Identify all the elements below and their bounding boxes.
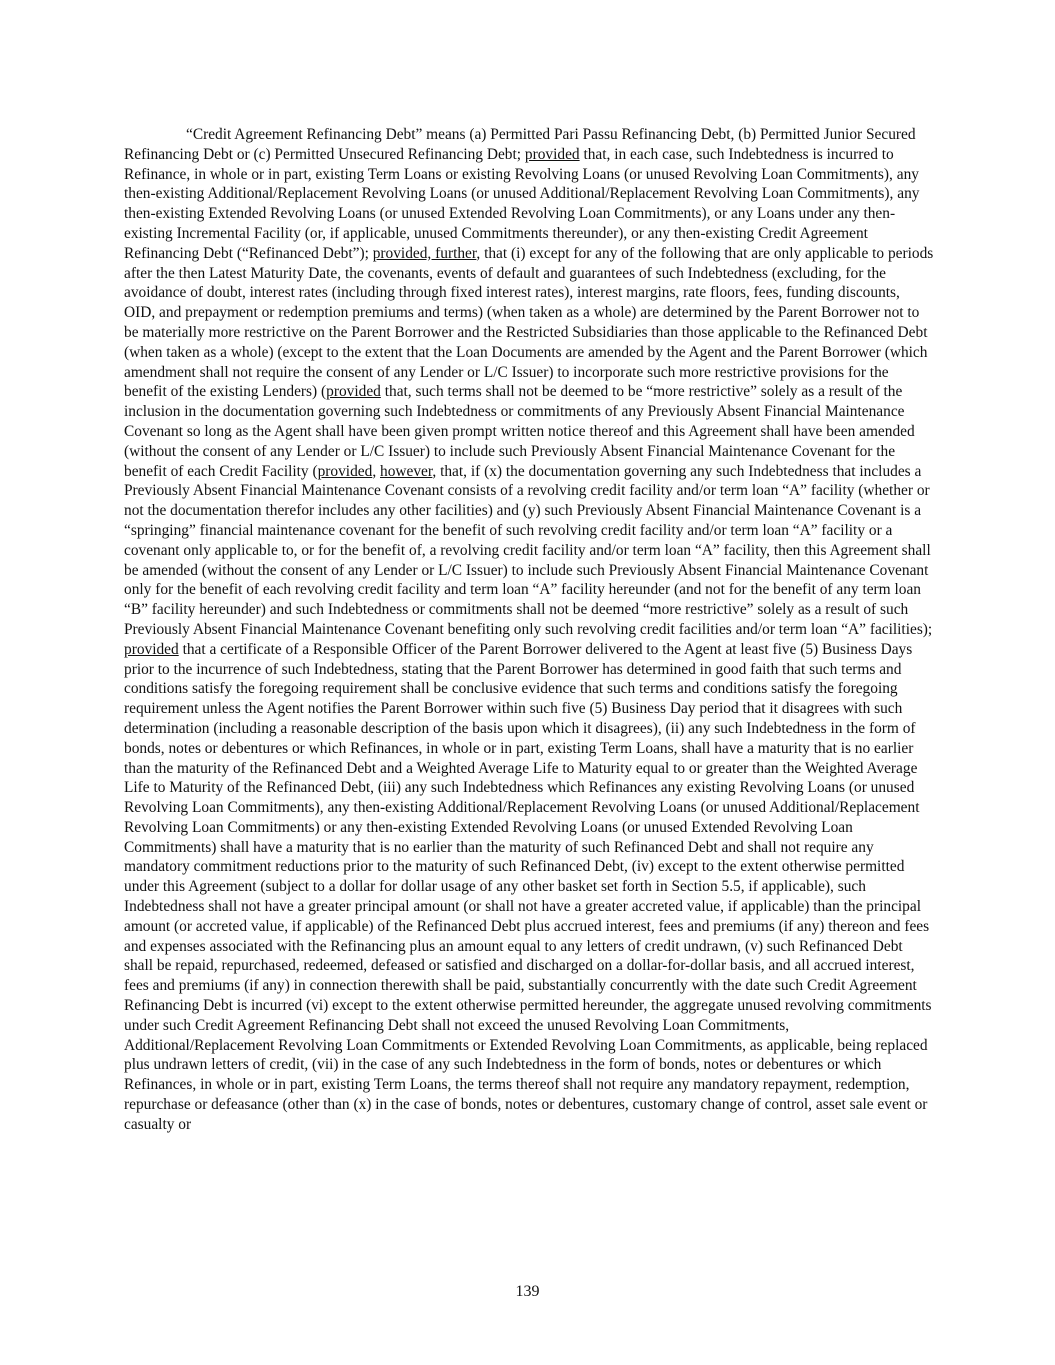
underlined-term-provided: provided bbox=[524, 145, 580, 163]
text-segment: “Credit Agreement Refinancing Debt” means (a) Permitted Pari Passu Refinancing Debt, (b) Permitted Junior Secured Refinancing Debt or (c) Permitted Unsecured Refinancing Debt; bbox=[124, 126, 916, 163]
text-segment: , bbox=[372, 462, 381, 480]
credit-agreement-refinancing-debt-definition bbox=[124, 125, 934, 1135]
text-segment: that, in each case, such Indebtedness is incurred to Refinance, in whole or in part, existing Term Loans or existing Revolving Loans (or unused Revolving Loan Commitments), any then-existing Additional/Replacement Revolving Loans (or unused Additional/Replacement Revolving Loan Commitments), any then-existing Extended Revolving Loans (or unused Extended Revolving Loan Commitments), or any Loans under any then-existing Incremental Facility (or, if applicable, unused Commitments thereunder), or any then-existing Credit Agreement Refinancing Debt (“Refinanced Debt”); bbox=[124, 145, 920, 262]
underlined-term-provided: provided bbox=[124, 640, 179, 658]
document-body bbox=[124, 125, 934, 1135]
text-segment: , that (i) except for any of the following that are only applicable to periods after the then Latest Maturity Date, the covenants, events of default and guarantees of such Indebtedness (excluding, for the avoidance of doubt, interest rates (including through fixed interest rates), interest margins, rate floors, fees, funding discounts, OID, and prepayment or redemption premiums and terms) (when taken as a whole) are determined by the Parent Borrower not to be materially more restrictive on the Parent Borrower and the Restricted Subsidiaries than those applicable to the Refinanced Debt (when taken as a whole) (except to the extent that the Loan Documents are amended by the Agent and the Parent Borrower (which amendment shall not require the consent of any Lender or L/C Issuer) to incorporate such more restrictive provisions for the benefit of the existing Lenders) ( bbox=[124, 244, 934, 401]
page-number: 139 bbox=[515, 1283, 540, 1300]
text-segment: that a certificate of a Responsible Officer of the Parent Borrower delivered to the Agent at least five (5) Business Days prior to the incurrence of such Indebtedness, stating that the Parent Borrower has determined in good faith that such terms and conditions satisfy the foregoing requirement shall be conclusive evidence that such terms and conditions satisfy the foregoing requirement unless the Agent notifies the Parent Borrower within such five (5) Business Day period that it disagrees with such determination (including a reasonable description of the basis upon which it disagrees), (ii) any such Indebtedness in the form of bonds, notes or debentures or which Refinances, in whole or in part, existing Term Loans, shall have a maturity that is no earlier than the maturity of the Refinanced Debt and a Weighted Average Life to Maturity equal to or greater than the Weighted Average Life to Maturity of the Refinanced Debt, (iii) any such Indebtedness which Refinances any existing Revolving Loans (or unused Revolving Loan Commitments), any then-existing Additional/Replacement Revolving Loans (or unused Additional/Replacement Revolving Loan Commitments) or any then-existing Extended Revolving Loans (or unused Extended Revolving Loan Commitments) shall have a maturity that is no earlier than the maturity of such Refinanced Debt and shall not require any mandatory commitment reductions prior to the maturity of such Refinanced Debt, (iv) except to the extent otherwise permitted under this Agreement (subject to a dollar for dollar usage of any other basket set forth in Section 5.5, if applicable), such Indebtedness shall not have a greater principal amount (or shall not have a greater accreted value, if applicable) than the principal amount (or accreted value, if applicable) of the Refinanced Debt plus accrued interest, fees and premiums (if any) thereon and fees and expenses associated with the Refinancing plus an amount equal to any letters of credit undrawn, (v) such Refinanced Debt shall be repaid, repurchased, redeemed, defeased or satisfied and discharged on a dollar-for-dollar basis, and all accrued interest, fees and premiums (if any) in connection therewith shall be paid, substantially concurrently with the date such Credit Agreement Refinancing Debt is incurred (vi) except to the extent otherwise permitted hereunder, the aggregate unused revolving commitments under such Credit Agreement Refinancing Debt shall not exceed the unused Revolving Loan Commitments, Additional/Replacement Revolving Loan Commitments or Extended Revolving Loan Commitments, as applicable, being replaced plus undrawn letters of credit, (vii) in the case of any such Indebtedness in the form of bonds, notes or debentures or which Refinances, in whole or in part, existing Term Loans, the terms thereof shall not require any mandatory repayment, redemption, repurchase or defeasance (other than (x) in the case of bonds, notes or debentures, customary change of control, asset sale event or casualty or bbox=[124, 640, 932, 1133]
text-segment: , that, if (x) the documentation governing any such Indebtedness that includes a Previously Absent Financial Maintenance Covenant consists of a revolving credit facility and/or term loan “A” facility (whether or not the documentation therefor includes any other facilities) and (y) such Previously Absent Financial Maintenance Covenant is a “springing” financial maintenance covenant for the benefit of such revolving credit facility and/or term loan “A” facility or a covenant only applicable to, or for the benefit of, a revolving credit facility and/or term loan “A” facility, then this Agreement shall be amended (without the consent of any Lender or L/C Issuer) to include such Previously Absent Financial Maintenance Covenant only for the benefit of each revolving credit facility and term loan “A” facility hereunder (and not for the benefit of any term loan “B” facility hereunder) and such Indebtedness or commitments shall not be deemed “more restrictive” solely as a result of such Previously Absent Financial Maintenance Covenant benefiting only such revolving credit facilities and/or term loan “A” facilities); bbox=[124, 462, 933, 638]
underlined-term-however: however bbox=[380, 462, 433, 480]
underlined-term-provided: provided bbox=[317, 462, 373, 480]
underlined-term-provided: provided bbox=[326, 383, 381, 401]
text-segment: that, such terms shall not be deemed to be “more restrictive” solely as a result of the inclusion in the documentation governing such Indebtedness or commitments of any Previously Absent Financial Maintenance Covenant so long as the Agent shall have been given prompt written notice thereof and this Agreement shall have been amended (without the consent of any Lender or L/C Issuer) to include such Previously Absent Financial Maintenance Covenant for the benefit of each Credit Facility ( bbox=[124, 383, 915, 480]
underlined-term-provided-further: provided, further bbox=[372, 244, 477, 262]
